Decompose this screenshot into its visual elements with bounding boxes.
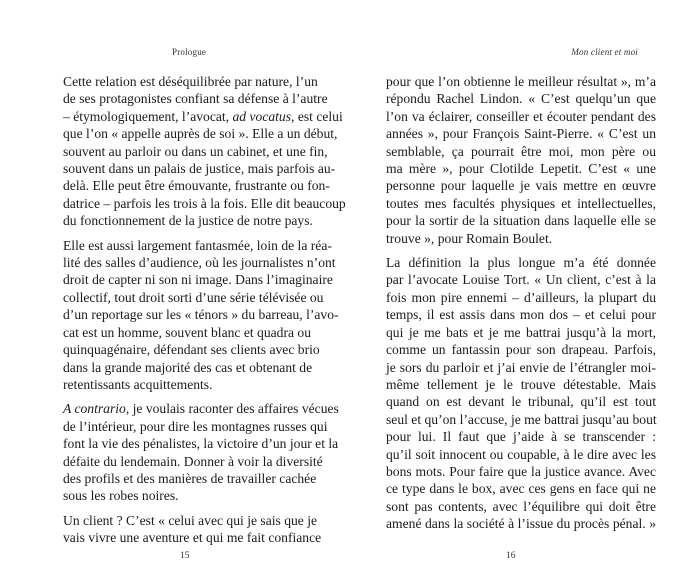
text-line: quand on est devant le tribunal, qu’il est tout (386, 394, 656, 410)
page-number-left: 15 (180, 551, 190, 561)
text-line (63, 400, 339, 417)
text-segment: – étymologiquement, l’avocat, (63, 108, 233, 124)
text-line: qu’il soit innocent ou coupable, à le dire avec les (386, 446, 656, 462)
text-segment: , est celui (291, 108, 343, 124)
text-line: sont pas contents, avec l’équilibre qui doit être (386, 498, 656, 514)
italic-phrase: A contrario (63, 401, 126, 417)
text-line: défaite du lendemain. Donner à voir la diversité (63, 453, 323, 469)
text-line: souvent dans un palais de justice, mais parfois au- (63, 161, 336, 177)
text-line: d’un reportage sur les « ténors » du barreau, l’avo- (63, 307, 339, 323)
text-line: fois mon pire ennemi – d’ailleurs, la plupart du (386, 289, 656, 305)
text-line: quinquagénaire, défendant ses clients avec brio (63, 342, 320, 358)
text-line: trouve », pour Romain Boulet. (386, 230, 553, 246)
text-line: de ses protagonistes confiant sa défense à l’autre (63, 91, 328, 107)
right-page (350, 0, 700, 575)
text-line: des profils et des manières de travailler cachée (63, 470, 317, 486)
text-line: delà. Elle peut être émouvante, frustrante ou fon- (63, 178, 330, 194)
text-line: du fonctionnement de la justice de notre pays. (63, 213, 313, 229)
text-line: bons mots. Pour faire que la justice avance. Avec (386, 463, 656, 479)
text-line: pour que l’on obtienne le meilleur résultat », m’a (386, 74, 656, 89)
text-line: retentissants acquittements. (63, 376, 213, 392)
text-line: ma mère », pour Clotilde Lepetit. C’est « une (386, 161, 656, 177)
text-line: vais vivre une aventure et qui me fait confiance (63, 530, 322, 546)
paragraph (386, 73, 656, 247)
text-line: que l’on « appelle auprès de soi ». Elle a un début, (63, 126, 338, 142)
text-line: dans la grande majorité des cas et obtenant de (63, 359, 313, 375)
italic-phrase: ad vocatus (232, 108, 292, 124)
text-line: lité des salles d’audience, où les journalistes n’ont (63, 255, 336, 271)
text-line: de l’intérieur, pour dire les montagnes russes qui (63, 418, 328, 434)
paragraph (63, 73, 346, 230)
paragraph (63, 512, 322, 547)
text-line: Un client ? C’est « celui avec qui je sais que je (63, 512, 318, 528)
text-line: semblable, ça pourrait être moi, mon père ou (386, 143, 656, 159)
text-line (63, 108, 343, 125)
text-line: par l’avocate Louise Tort. « Un client, c’est à la (386, 272, 656, 288)
paragraph (63, 400, 339, 504)
text-line: Elle est aussi largement fantasmée, loin de la réa- (63, 237, 332, 253)
running-head-right: Mon client et moi (571, 47, 638, 57)
text-line: datrice – parfois les trois à la fois. Elle dit beaucoup (63, 195, 346, 211)
text-line: personne pour laquelle je vais mettre en œuvre (386, 178, 656, 194)
text-line: La définition la plus longue m’a été donnée (386, 255, 656, 271)
left-text-block (63, 73, 346, 554)
text-line: années », pour François Saint-Pierre. « C’est un (386, 126, 656, 142)
text-line: comme un fantassin pour son drapeau. Parfois, (386, 342, 656, 358)
text-line: temps, il est assis dans mon dos – et celui pour (386, 307, 656, 323)
page-number-right: 16 (506, 551, 516, 561)
paragraph (386, 254, 656, 533)
text-line: sous les robes noires. (63, 488, 179, 504)
text-line: amené dans la société à l’issue du procès pénal. » (386, 516, 656, 532)
text-line: qui je me bats et je me battrai jusqu’à la mort, (386, 324, 656, 340)
text-line: droit de capter ni son ni image. Dans l’imaginaire (63, 272, 333, 288)
text-line: pour lui. Il faut que j’aide à se transcender : (386, 429, 656, 445)
text-line: seul et qu’on l’accuse, je me battrai jusqu’au bout (386, 411, 657, 427)
text-line: Cette relation est déséquilibrée par nature, l’un (63, 74, 318, 89)
text-line: ce type dans le box, avec ces gens en face qui ne (386, 481, 656, 497)
running-head-left: Prologue (172, 47, 207, 57)
text-line: collectif, tout droit sorti d’une série télévisée ou (63, 289, 324, 305)
text-line: même tellement je le trouve détestable. Mais (386, 376, 656, 392)
text-segment: , je voulais raconter des affaires vécues (125, 401, 339, 417)
text-line: font la vie des pénalistes, la victoire d’un jour et la (63, 436, 339, 452)
text-line: souvent au parloir ou dans un cabinet, et une fin, (63, 143, 328, 159)
right-text-block (386, 73, 656, 540)
text-line: pour la sortir de la situation dans laquelle elle se (386, 213, 656, 229)
text-line: toutes mes facultés physiques et intellectuelles, (386, 195, 656, 211)
paragraph (63, 237, 339, 394)
text-line: l’on va éclairer, conseiller et écouter pendant des (386, 108, 656, 124)
text-line: je sors du parloir et j’ai envie de l’étrangler moi- (386, 359, 656, 375)
text-line: cat est un homme, souvent blanc et quadra ou (63, 324, 312, 340)
text-line: répondu Rachel Lindon. « C’est quelqu’un que (386, 91, 656, 107)
